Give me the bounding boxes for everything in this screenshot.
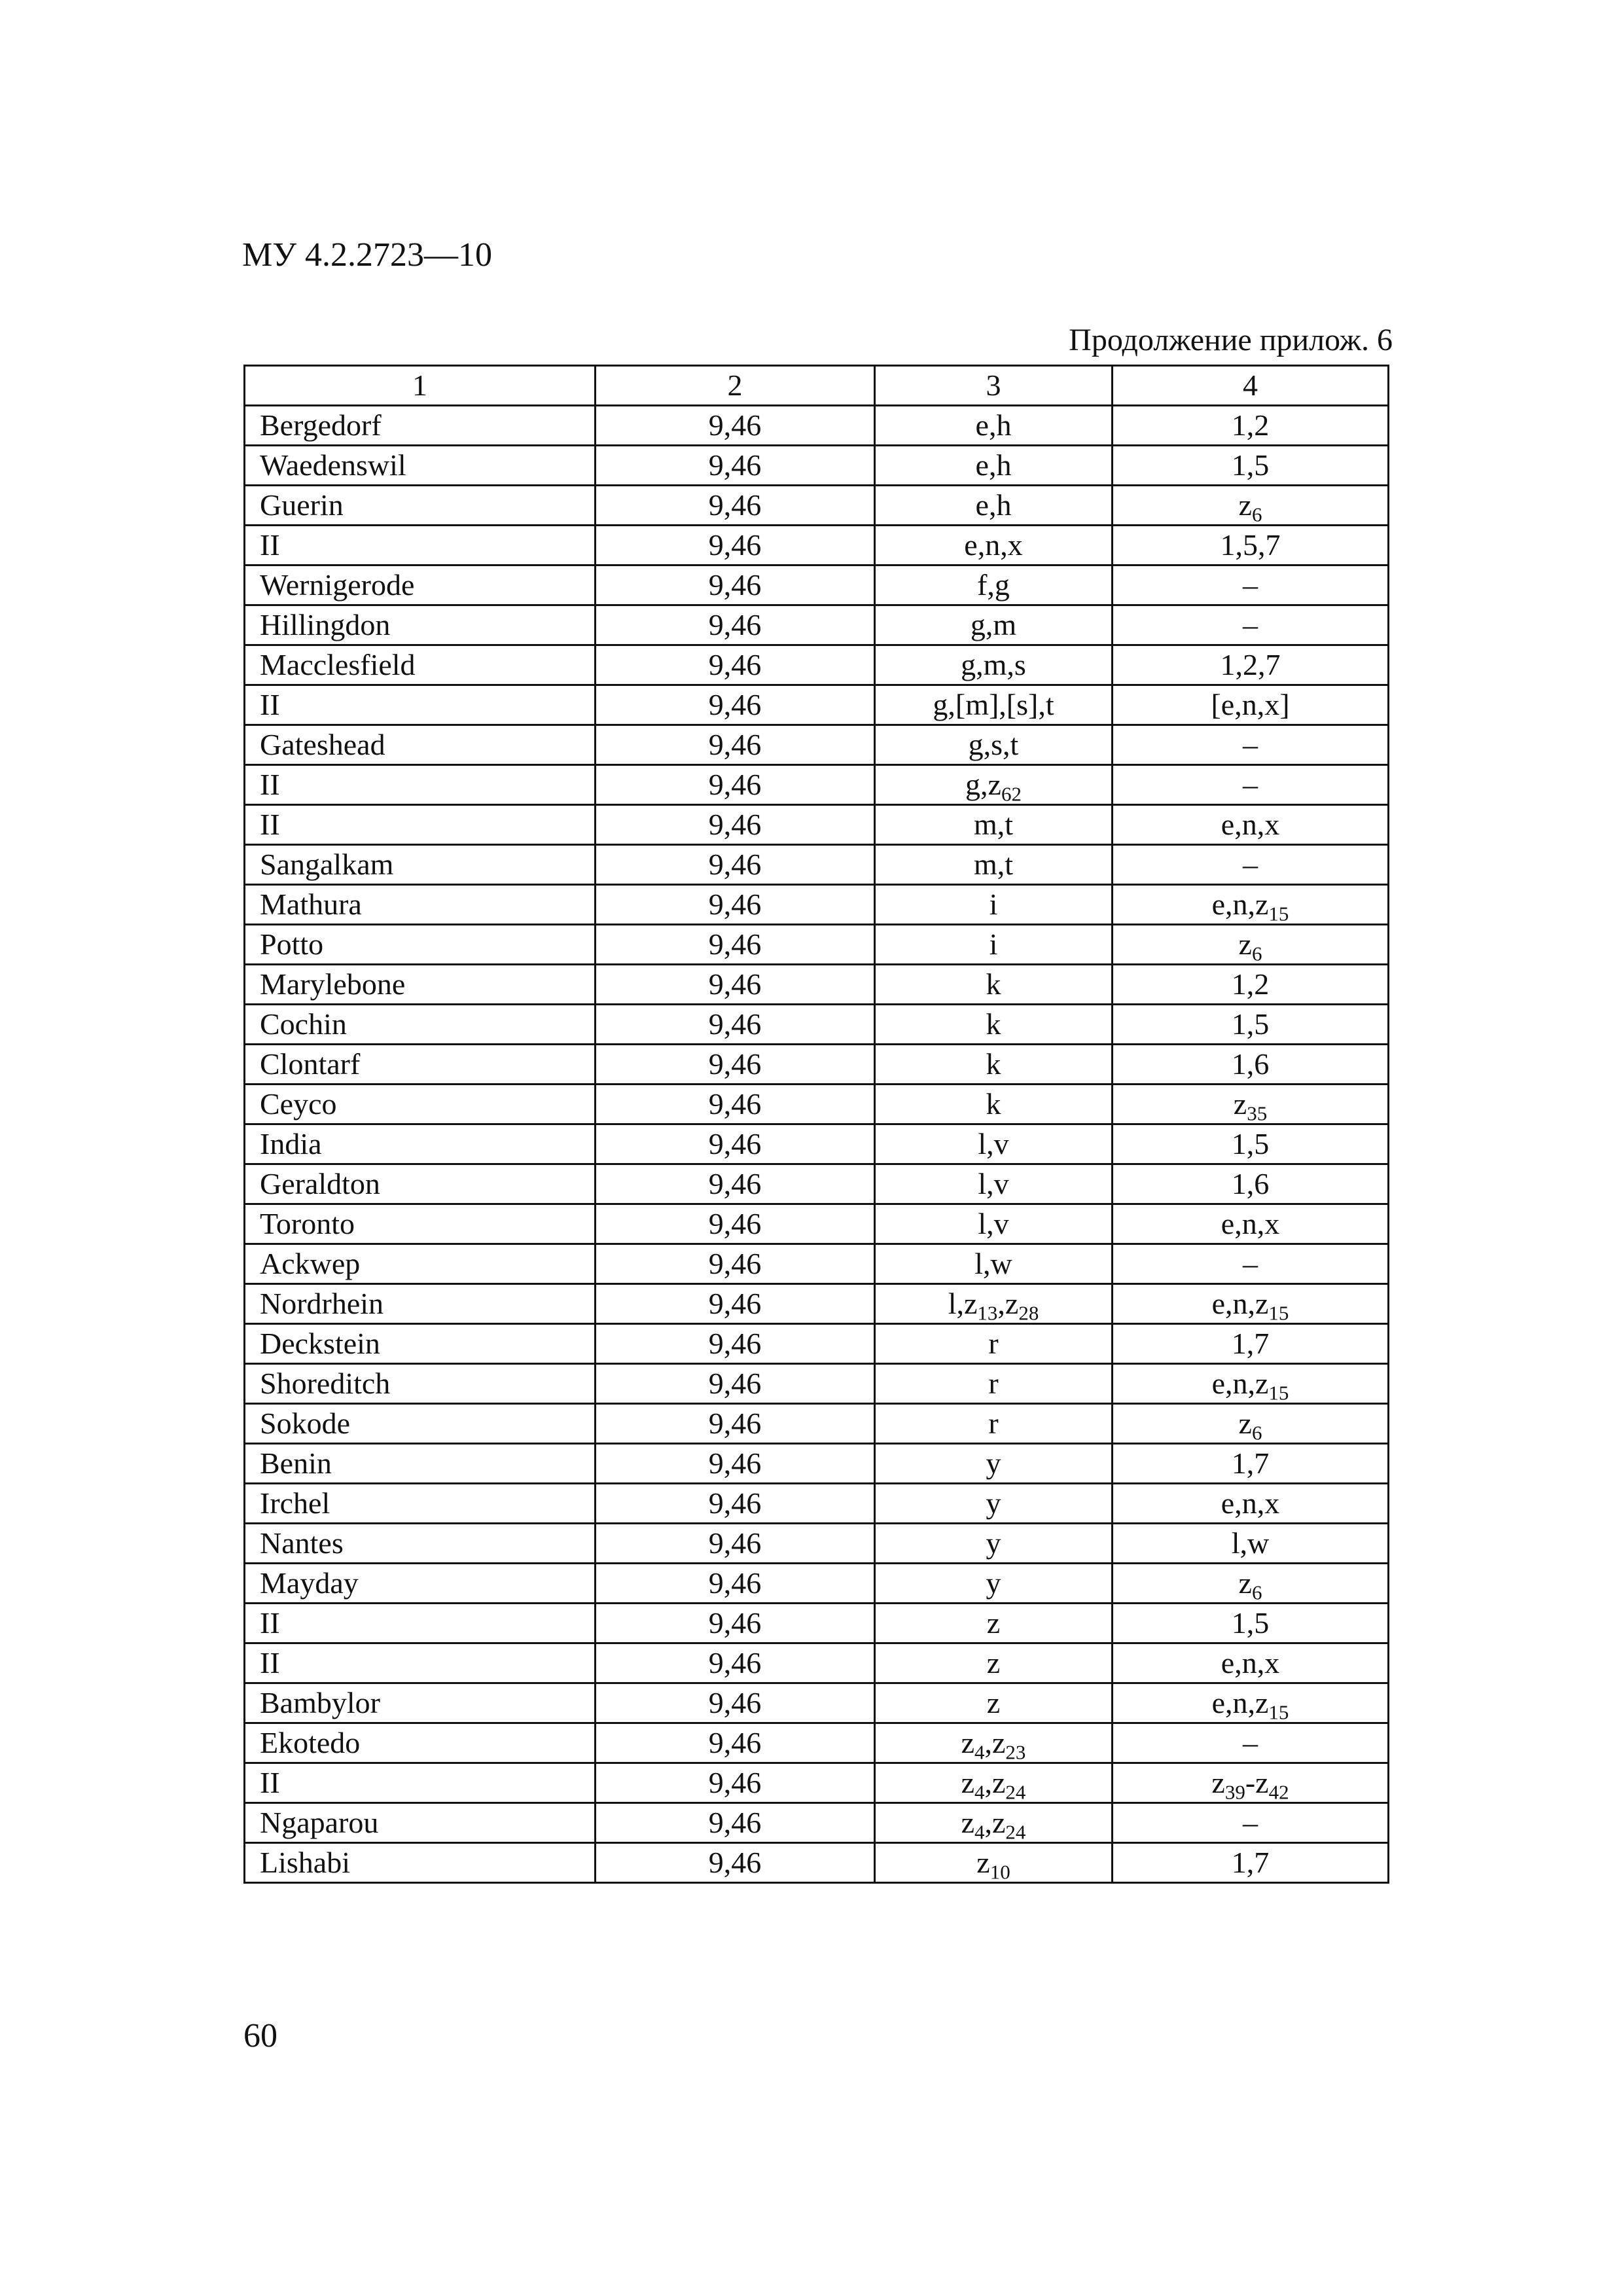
table-row (245, 965, 1389, 1005)
phase1-cell: r (875, 1404, 1113, 1444)
table-row (245, 925, 1389, 965)
name-cell: II (245, 685, 596, 725)
page-number: 60 (243, 2017, 277, 2054)
group-cell: 9,46 (596, 565, 875, 605)
phase2-cell: e,n,x (1113, 1204, 1389, 1244)
table-row (245, 1324, 1389, 1364)
name-cell: Deckstein (245, 1324, 596, 1364)
name-cell: Ceyco (245, 1085, 596, 1124)
group-cell: 9,46 (596, 1683, 875, 1723)
group-cell: 9,46 (596, 1643, 875, 1683)
name-cell: II (245, 1643, 596, 1683)
phase1-cell: $z_4,z_{24}$ (875, 1803, 1113, 1843)
group-cell: 9,46 (596, 1524, 875, 1564)
table-row (245, 1284, 1389, 1324)
table-row (245, 565, 1389, 605)
group-cell: 9,46 (596, 1244, 875, 1284)
group-cell: 9,46 (596, 1444, 875, 1484)
column-header: 2 (596, 366, 875, 406)
phase1-cell: e,h (875, 406, 1113, 446)
group-cell: 9,46 (596, 526, 875, 565)
group-cell: 9,46 (596, 925, 875, 965)
table-row (245, 885, 1389, 925)
phase2-cell: 1,5 (1113, 1005, 1389, 1045)
phase2-cell: l,w (1113, 1524, 1389, 1564)
name-cell: Benin (245, 1444, 596, 1484)
phase1-cell: z (875, 1604, 1113, 1643)
name-cell: Nordrhein (245, 1284, 596, 1324)
table-row (245, 1444, 1389, 1484)
name-cell: Wernigerode (245, 565, 596, 605)
phase2-cell: [e,n,x] (1113, 685, 1389, 725)
group-cell: 9,46 (596, 1085, 875, 1124)
name-cell: Shoreditch (245, 1364, 596, 1404)
name-cell: Sokode (245, 1404, 596, 1444)
name-cell: Macclesfield (245, 645, 596, 685)
phase1-cell: y (875, 1564, 1113, 1604)
phase2-cell: 1,7 (1113, 1324, 1389, 1364)
phase1-cell: $l,z_{13},z_{28}$ (875, 1284, 1113, 1324)
group-cell: 9,46 (596, 725, 875, 765)
group-cell: 9,46 (596, 1005, 875, 1045)
group-cell: 9,46 (596, 1124, 875, 1164)
group-cell: 9,46 (596, 885, 875, 925)
group-cell: 9,46 (596, 1204, 875, 1244)
phase2-cell: – (1113, 605, 1389, 645)
phase2-cell: 1,5 (1113, 1604, 1389, 1643)
table-row (245, 1763, 1389, 1803)
table-row (245, 446, 1389, 486)
group-cell: 9,46 (596, 1803, 875, 1843)
group-cell: 9,46 (596, 1284, 875, 1324)
table-row (245, 1244, 1389, 1284)
name-cell: Waedenswil (245, 446, 596, 486)
phase2-cell: $e,n,z_{15}$ (1113, 1364, 1389, 1404)
table-row (245, 1564, 1389, 1604)
phase1-cell: k (875, 1005, 1113, 1045)
phase1-cell: e,n,x (875, 526, 1113, 565)
group-cell: 9,46 (596, 1604, 875, 1643)
table-row (245, 486, 1389, 526)
phase1-cell: y (875, 1444, 1113, 1484)
serotype-table (243, 365, 1389, 1884)
name-cell: Mayday (245, 1564, 596, 1604)
phase2-cell: 1,2 (1113, 406, 1389, 446)
name-cell: Gateshead (245, 725, 596, 765)
phase2-cell: 1,2 (1113, 965, 1389, 1005)
phase1-cell: m,t (875, 805, 1113, 845)
phase1-cell: g,m,s (875, 645, 1113, 685)
group-cell: 9,46 (596, 486, 875, 526)
phase2-cell: 1,7 (1113, 1444, 1389, 1484)
phase1-cell: l,v (875, 1204, 1113, 1244)
document-code: МУ 4.2.2723—10 (242, 236, 493, 274)
name-cell: II (245, 805, 596, 845)
phase2-cell: e,n,x (1113, 805, 1389, 845)
phase2-cell: $z_{39}-z_{42}$ (1113, 1763, 1389, 1803)
phase2-cell: – (1113, 845, 1389, 885)
group-cell: 9,46 (596, 645, 875, 685)
phase1-cell: k (875, 965, 1113, 1005)
phase1-cell: y (875, 1524, 1113, 1564)
group-cell: 9,46 (596, 1164, 875, 1204)
table-row (245, 1604, 1389, 1643)
table-row (245, 845, 1389, 885)
table-row (245, 1005, 1389, 1045)
name-cell: Bergedorf (245, 406, 596, 446)
table-row (245, 1643, 1389, 1683)
name-cell: Potto (245, 925, 596, 965)
name-cell: Clontarf (245, 1045, 596, 1085)
phase2-cell: 1,5,7 (1113, 526, 1389, 565)
phase2-cell: – (1113, 1723, 1389, 1763)
name-cell: II (245, 1604, 596, 1643)
name-cell: Nantes (245, 1524, 596, 1564)
group-cell: 9,46 (596, 1404, 875, 1444)
phase2-cell: 1,5 (1113, 1124, 1389, 1164)
phase1-cell: i (875, 925, 1113, 965)
phase2-cell: – (1113, 1803, 1389, 1843)
group-cell: 9,46 (596, 446, 875, 486)
phase2-cell: $e,n,z_{15}$ (1113, 885, 1389, 925)
table-row (245, 406, 1389, 446)
table-caption: Продолжение прилож. 6 (1069, 323, 1393, 357)
column-header: 3 (875, 366, 1113, 406)
group-cell: 9,46 (596, 765, 875, 805)
table-body (245, 366, 1389, 1883)
table-row (245, 1045, 1389, 1085)
table-row (245, 1085, 1389, 1124)
group-cell: 9,46 (596, 1045, 875, 1085)
group-cell: 9,46 (596, 845, 875, 885)
name-cell: Bambylor (245, 1683, 596, 1723)
phase2-cell: e,n,x (1113, 1643, 1389, 1683)
name-cell: India (245, 1124, 596, 1164)
table-row (245, 725, 1389, 765)
group-cell: 9,46 (596, 1843, 875, 1883)
group-cell: 9,46 (596, 605, 875, 645)
phase1-cell: k (875, 1045, 1113, 1085)
table-row (245, 1124, 1389, 1164)
group-cell: 9,46 (596, 965, 875, 1005)
group-cell: 9,46 (596, 1723, 875, 1763)
name-cell: II (245, 526, 596, 565)
table-row (245, 765, 1389, 805)
phase1-cell: k (875, 1085, 1113, 1124)
phase1-cell: $g,z_{62}$ (875, 765, 1113, 805)
name-cell: Guerin (245, 486, 596, 526)
phase2-cell: $z_6$ (1113, 925, 1389, 965)
phase1-cell: g,[m],[s],t (875, 685, 1113, 725)
phase1-cell: $z_4,z_{24}$ (875, 1763, 1113, 1803)
column-header: 4 (1113, 366, 1389, 406)
table-row (245, 1723, 1389, 1763)
phase2-cell: 1,6 (1113, 1164, 1389, 1204)
group-cell: 9,46 (596, 1364, 875, 1404)
group-cell: 9,46 (596, 406, 875, 446)
group-cell: 9,46 (596, 1484, 875, 1524)
name-cell: Sangalkam (245, 845, 596, 885)
phase1-cell: $z_{10}$ (875, 1843, 1113, 1883)
group-cell: 9,46 (596, 1324, 875, 1364)
name-cell: Lishabi (245, 1843, 596, 1883)
table-row (245, 1164, 1389, 1204)
table-row (245, 805, 1389, 845)
name-cell: Mathura (245, 885, 596, 925)
name-cell: Irchel (245, 1484, 596, 1524)
phase1-cell: i (875, 885, 1113, 925)
table-row (245, 1404, 1389, 1444)
name-cell: II (245, 1763, 596, 1803)
phase2-cell: – (1113, 725, 1389, 765)
phase1-cell: g,s,t (875, 725, 1113, 765)
phase2-cell: e,n,x (1113, 1484, 1389, 1524)
table-row (245, 1683, 1389, 1723)
phase2-cell: 1,6 (1113, 1045, 1389, 1085)
name-cell: Marylebone (245, 965, 596, 1005)
group-cell: 9,46 (596, 805, 875, 845)
table-row (245, 685, 1389, 725)
table-row (245, 1204, 1389, 1244)
name-cell: Geraldton (245, 1164, 596, 1204)
table-row (245, 1524, 1389, 1564)
table-row (245, 1364, 1389, 1404)
name-cell: Cochin (245, 1005, 596, 1045)
phase1-cell: r (875, 1324, 1113, 1364)
phase2-cell: $z_6$ (1113, 486, 1389, 526)
phase1-cell: r (875, 1364, 1113, 1404)
column-header: 1 (245, 366, 596, 406)
phase2-cell: $z_{35}$ (1113, 1085, 1389, 1124)
group-cell: 9,46 (596, 1564, 875, 1604)
table-row (245, 1843, 1389, 1883)
name-cell: Hillingdon (245, 605, 596, 645)
name-cell: II (245, 765, 596, 805)
phase1-cell: $z_4,z_{23}$ (875, 1723, 1113, 1763)
name-cell: Ackwep (245, 1244, 596, 1284)
phase1-cell: e,h (875, 446, 1113, 486)
table-row (245, 605, 1389, 645)
phase2-cell: $z_6$ (1113, 1404, 1389, 1444)
phase1-cell: z (875, 1683, 1113, 1723)
table-row (245, 1484, 1389, 1524)
phase1-cell: l,v (875, 1124, 1113, 1164)
table-header-row (245, 366, 1389, 406)
phase1-cell: m,t (875, 845, 1113, 885)
phase1-cell: f,g (875, 565, 1113, 605)
phase2-cell: $e,n,z_{15}$ (1113, 1284, 1389, 1324)
phase2-cell: – (1113, 1244, 1389, 1284)
phase1-cell: g,m (875, 605, 1113, 645)
table-row (245, 645, 1389, 685)
name-cell: Ekotedo (245, 1723, 596, 1763)
table-row (245, 1803, 1389, 1843)
phase1-cell: l,v (875, 1164, 1113, 1204)
table-row (245, 526, 1389, 565)
phase2-cell: – (1113, 765, 1389, 805)
phase1-cell: z (875, 1643, 1113, 1683)
phase1-cell: l,w (875, 1244, 1113, 1284)
phase2-cell: $z_6$ (1113, 1564, 1389, 1604)
group-cell: 9,46 (596, 1763, 875, 1803)
name-cell: Toronto (245, 1204, 596, 1244)
phase2-cell: – (1113, 565, 1389, 605)
name-cell: Ngaparou (245, 1803, 596, 1843)
phase1-cell: e,h (875, 486, 1113, 526)
group-cell: 9,46 (596, 685, 875, 725)
phase2-cell: 1,2,7 (1113, 645, 1389, 685)
phase2-cell: $e,n,z_{15}$ (1113, 1683, 1389, 1723)
phase2-cell: 1,5 (1113, 446, 1389, 486)
phase1-cell: y (875, 1484, 1113, 1524)
phase2-cell: 1,7 (1113, 1843, 1389, 1883)
